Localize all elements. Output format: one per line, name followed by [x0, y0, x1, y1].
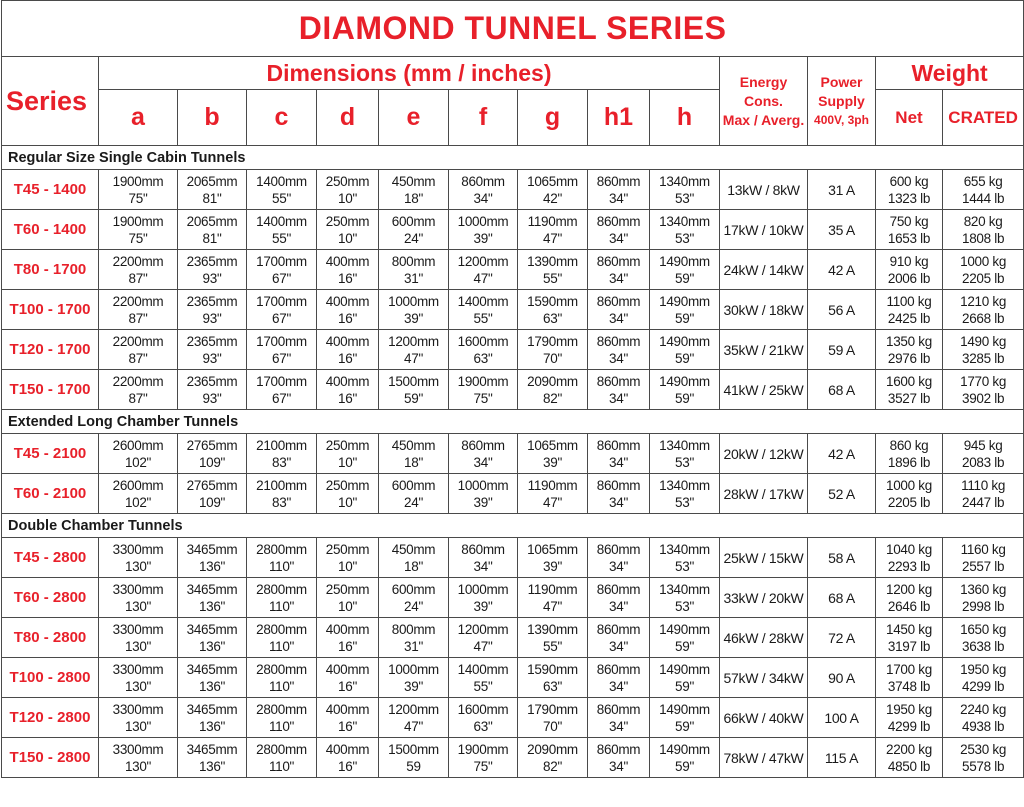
- dimension-cell-e: 1000mm 39": [379, 290, 449, 330]
- table-row: [2, 538, 1024, 578]
- dimension-cell-b: 2365mm 93": [178, 250, 247, 290]
- dimension-cell-e: 1200mm 47": [379, 330, 449, 370]
- dimension-cell-c: 2800mm 110": [247, 538, 317, 578]
- dimension-cell-e: 450mm 18": [379, 538, 449, 578]
- dimension-cell-g: 1790mm 70": [518, 698, 588, 738]
- dimension-cell-c: 2800mm 110": [247, 578, 317, 618]
- net-weight-cell: 1040 kg 2293 lb: [876, 538, 943, 578]
- table-row: [2, 170, 1024, 210]
- energy-cell: 17kW / 10kW: [720, 210, 808, 250]
- table-row: [2, 738, 1024, 778]
- energy-cell: 28kW / 17kW: [720, 474, 808, 514]
- dimension-cell-a: 3300mm 130": [99, 658, 178, 698]
- section-row: [2, 410, 1024, 434]
- dimension-cell-h: 1340mm 53": [650, 538, 720, 578]
- dimension-cell-f: 860mm 34": [449, 170, 518, 210]
- power-cell: 72 A: [808, 618, 876, 658]
- crated-weight-cell: 655 kg 1444 lb: [943, 170, 1024, 210]
- crated-header: CRATED: [943, 90, 1024, 146]
- dimension-cell-d: 250mm 10": [317, 434, 379, 474]
- net-weight-cell: 1600 kg 3527 lb: [876, 370, 943, 410]
- dimension-cell-f: 1000mm 39": [449, 474, 518, 514]
- dimension-cell-h: 1490mm 59": [650, 738, 720, 778]
- dimension-cell-a: 3300mm 130": [99, 618, 178, 658]
- dimension-cell-g: 1790mm 70": [518, 330, 588, 370]
- energy-cell: 78kW / 47kW: [720, 738, 808, 778]
- crated-weight-cell: 2530 kg 5578 lb: [943, 738, 1024, 778]
- dimension-cell-d: 250mm 10": [317, 578, 379, 618]
- power-cell: 52 A: [808, 474, 876, 514]
- dimension-cell-f: 1900mm 75": [449, 738, 518, 778]
- dimension-cell-h1: 860mm 34": [588, 250, 650, 290]
- model-cell: T120 - 2800: [2, 698, 99, 738]
- dimension-cell-h: 1490mm 59": [650, 330, 720, 370]
- table-row: [2, 210, 1024, 250]
- spec-table: [1, 0, 1024, 778]
- dimension-cell-f: 1200mm 47": [449, 618, 518, 658]
- dimension-cell-a: 2600mm 102": [99, 434, 178, 474]
- dimension-cell-f: 1000mm 39": [449, 210, 518, 250]
- dimension-cell-a: 2200mm 87": [99, 330, 178, 370]
- model-cell: T45 - 2800: [2, 538, 99, 578]
- net-weight-cell: 1000 kg 2205 lb: [876, 474, 943, 514]
- dimension-cell-h1: 860mm 34": [588, 330, 650, 370]
- crated-weight-cell: 1000 kg 2205 lb: [943, 250, 1024, 290]
- dimension-cell-h1: 860mm 34": [588, 210, 650, 250]
- dimension-cell-h: 1490mm 59": [650, 698, 720, 738]
- dimension-cell-a: 2600mm 102": [99, 474, 178, 514]
- energy-cell: 46kW / 28kW: [720, 618, 808, 658]
- dimension-cell-f: 1000mm 39": [449, 578, 518, 618]
- dimension-cell-a: 3300mm 130": [99, 738, 178, 778]
- section-label: Regular Size Single Cabin Tunnels: [2, 146, 1024, 170]
- dimension-cell-c: 1700mm 67": [247, 330, 317, 370]
- dimension-cell-a: 3300mm 130": [99, 538, 178, 578]
- model-cell: T45 - 2100: [2, 434, 99, 474]
- page-title: DIAMOND TUNNEL SERIES: [298, 10, 727, 46]
- dimension-cell-h: 1340mm 53": [650, 474, 720, 514]
- table-row: [2, 618, 1024, 658]
- model-cell: T150 - 2800: [2, 738, 99, 778]
- dimension-cell-g: 1590mm 63": [518, 658, 588, 698]
- dimension-cell-c: 2800mm 110": [247, 618, 317, 658]
- dimension-cell-b: 2065mm 81": [178, 170, 247, 210]
- dimension-cell-b: 2365mm 93": [178, 370, 247, 410]
- dimension-cell-c: 2800mm 110": [247, 738, 317, 778]
- dimension-cell-g: 1065mm 39": [518, 538, 588, 578]
- net-weight-cell: 1950 kg 4299 lb: [876, 698, 943, 738]
- table-body: [2, 146, 1024, 778]
- dimension-header-b: b: [178, 90, 247, 146]
- dimension-cell-b: 3465mm 136": [178, 618, 247, 658]
- model-cell: T60 - 2100: [2, 474, 99, 514]
- dimension-cell-h1: 860mm 34": [588, 290, 650, 330]
- table-row: [2, 330, 1024, 370]
- dimension-cell-b: 2365mm 93": [178, 330, 247, 370]
- net-weight-cell: 1450 kg 3197 lb: [876, 618, 943, 658]
- series-header: Series: [2, 57, 99, 146]
- dimension-cell-g: 2090mm 82": [518, 738, 588, 778]
- energy-cell: 33kW / 20kW: [720, 578, 808, 618]
- weight-header: Weight: [876, 57, 1024, 90]
- dimension-cell-c: 2100mm 83": [247, 434, 317, 474]
- dimension-cell-b: 2765mm 109": [178, 474, 247, 514]
- crated-weight-cell: 1950 kg 4299 lb: [943, 658, 1024, 698]
- dimension-cell-g: 1390mm 55": [518, 618, 588, 658]
- dimension-cell-f: 1400mm 55": [449, 658, 518, 698]
- dimension-cell-g: 1065mm 42": [518, 170, 588, 210]
- dimension-cell-d: 250mm 10": [317, 474, 379, 514]
- dimension-cell-d: 400mm 16": [317, 290, 379, 330]
- net-weight-cell: 1100 kg 2425 lb: [876, 290, 943, 330]
- dimension-cell-c: 1700mm 67": [247, 290, 317, 330]
- section-row: [2, 146, 1024, 170]
- dimension-cell-h: 1490mm 59": [650, 370, 720, 410]
- dimension-cell-b: 3465mm 136": [178, 578, 247, 618]
- dimension-cell-f: 1200mm 47": [449, 250, 518, 290]
- power-cell: 35 A: [808, 210, 876, 250]
- dimension-header-f: f: [449, 90, 518, 146]
- energy-cell: 30kW / 18kW: [720, 290, 808, 330]
- dimension-cell-d: 250mm 10": [317, 210, 379, 250]
- energy-cell: 35kW / 21kW: [720, 330, 808, 370]
- dimension-cell-h: 1490mm 59": [650, 658, 720, 698]
- dimension-cell-c: 2800mm 110": [247, 698, 317, 738]
- table-row: [2, 658, 1024, 698]
- dimension-cell-f: 860mm 34": [449, 538, 518, 578]
- dimensions-header: Dimensions (mm / inches): [99, 57, 720, 90]
- model-cell: T60 - 2800: [2, 578, 99, 618]
- dimension-cell-b: 2065mm 81": [178, 210, 247, 250]
- table-row: [2, 698, 1024, 738]
- table-row: [2, 290, 1024, 330]
- dimension-cell-h1: 860mm 34": [588, 618, 650, 658]
- dimension-cell-d: 400mm 16": [317, 738, 379, 778]
- dimension-cell-h: 1340mm 53": [650, 210, 720, 250]
- dimension-cell-b: 2365mm 93": [178, 290, 247, 330]
- dimension-cell-h1: 860mm 34": [588, 434, 650, 474]
- dimension-cell-h1: 860mm 34": [588, 538, 650, 578]
- model-cell: T45 - 1400: [2, 170, 99, 210]
- dimension-cell-c: 2800mm 110": [247, 658, 317, 698]
- model-cell: T100 - 1700: [2, 290, 99, 330]
- dimension-cell-c: 1400mm 55": [247, 170, 317, 210]
- power-cell: 68 A: [808, 578, 876, 618]
- model-cell: T60 - 1400: [2, 210, 99, 250]
- dimension-header-g: g: [518, 90, 588, 146]
- dimension-cell-a: 2200mm 87": [99, 370, 178, 410]
- dimension-cell-h1: 860mm 34": [588, 474, 650, 514]
- dimension-header-a: a: [99, 90, 178, 146]
- section-label: Double Chamber Tunnels: [2, 514, 1024, 538]
- dimension-cell-e: 600mm 24": [379, 474, 449, 514]
- crated-weight-cell: 1210 kg 2668 lb: [943, 290, 1024, 330]
- table-row: [2, 250, 1024, 290]
- dimension-cell-e: 600mm 24": [379, 210, 449, 250]
- table-row: [2, 578, 1024, 618]
- dimension-cell-d: 250mm 10": [317, 538, 379, 578]
- model-cell: T150 - 1700: [2, 370, 99, 410]
- dimension-cell-a: 2200mm 87": [99, 290, 178, 330]
- power-cell: 58 A: [808, 538, 876, 578]
- dimension-cell-f: 1600mm 63": [449, 698, 518, 738]
- crated-weight-cell: 945 kg 2083 lb: [943, 434, 1024, 474]
- dimension-cell-d: 400mm 16": [317, 618, 379, 658]
- dimension-cell-g: 1190mm 47": [518, 474, 588, 514]
- dimension-cell-e: 1000mm 39": [379, 658, 449, 698]
- energy-cell: 57kW / 34kW: [720, 658, 808, 698]
- dimension-cell-g: 1590mm 63": [518, 290, 588, 330]
- net-weight-cell: 1350 kg 2976 lb: [876, 330, 943, 370]
- table-row: [2, 370, 1024, 410]
- dimension-cell-a: 3300mm 130": [99, 578, 178, 618]
- model-cell: T80 - 1700: [2, 250, 99, 290]
- energy-cell: 25kW / 15kW: [720, 538, 808, 578]
- dimension-cell-g: 1390mm 55": [518, 250, 588, 290]
- dimension-cell-g: 1065mm 39": [518, 434, 588, 474]
- crated-weight-cell: 1490 kg 3285 lb: [943, 330, 1024, 370]
- dimension-cell-c: 1400mm 55": [247, 210, 317, 250]
- dimension-cell-e: 1500mm 59": [379, 370, 449, 410]
- power-header: Power Supply 400V, 3ph: [808, 57, 876, 146]
- dimension-cell-b: 3465mm 136": [178, 698, 247, 738]
- dimension-cell-e: 450mm 18": [379, 434, 449, 474]
- dimension-cell-c: 1700mm 67": [247, 370, 317, 410]
- dimension-cell-g: 1190mm 47": [518, 210, 588, 250]
- power-cell: 115 A: [808, 738, 876, 778]
- dimension-cell-f: 860mm 34": [449, 434, 518, 474]
- power-cell: 90 A: [808, 658, 876, 698]
- dimension-cell-d: 400mm 16": [317, 250, 379, 290]
- dimension-cell-d: 250mm 10": [317, 170, 379, 210]
- energy-cell: 20kW / 12kW: [720, 434, 808, 474]
- dimension-cell-g: 2090mm 82": [518, 370, 588, 410]
- dimension-cell-b: 3465mm 136": [178, 538, 247, 578]
- dimension-cell-h: 1490mm 59": [650, 290, 720, 330]
- dimension-cell-h: 1490mm 59": [650, 618, 720, 658]
- dimension-cell-f: 1600mm 63": [449, 330, 518, 370]
- net-weight-cell: 600 kg 1323 lb: [876, 170, 943, 210]
- dimension-header-e: e: [379, 90, 449, 146]
- dimension-cell-h1: 860mm 34": [588, 738, 650, 778]
- crated-weight-cell: 1360 kg 2998 lb: [943, 578, 1024, 618]
- crated-weight-cell: 820 kg 1808 lb: [943, 210, 1024, 250]
- dimension-cell-h1: 860mm 34": [588, 578, 650, 618]
- net-header: Net: [876, 90, 943, 146]
- model-cell: T120 - 1700: [2, 330, 99, 370]
- dimension-cell-b: 3465mm 136": [178, 738, 247, 778]
- dimension-header-d: d: [317, 90, 379, 146]
- dimension-cell-e: 600mm 24": [379, 578, 449, 618]
- net-weight-cell: 1700 kg 3748 lb: [876, 658, 943, 698]
- energy-header: Energy Cons. Max / Averg.: [720, 57, 808, 146]
- power-cell: 56 A: [808, 290, 876, 330]
- crated-weight-cell: 1650 kg 3638 lb: [943, 618, 1024, 658]
- dimension-cell-h: 1340mm 53": [650, 170, 720, 210]
- net-weight-cell: 2200 kg 4850 lb: [876, 738, 943, 778]
- dimension-cell-d: 400mm 16": [317, 698, 379, 738]
- dimension-header-c: c: [247, 90, 317, 146]
- dimension-cell-g: 1190mm 47": [518, 578, 588, 618]
- dimension-cell-f: 1400mm 55": [449, 290, 518, 330]
- net-weight-cell: 860 kg 1896 lb: [876, 434, 943, 474]
- dimension-cell-e: 1200mm 47": [379, 698, 449, 738]
- energy-cell: 66kW / 40kW: [720, 698, 808, 738]
- section-label: Extended Long Chamber Tunnels: [2, 410, 1024, 434]
- dimension-cell-a: 2200mm 87": [99, 250, 178, 290]
- dimension-cell-d: 400mm 16": [317, 658, 379, 698]
- dimension-cell-a: 1900mm 75": [99, 170, 178, 210]
- dimension-cell-c: 2100mm 83": [247, 474, 317, 514]
- dimension-cell-h: 1490mm 59": [650, 250, 720, 290]
- net-weight-cell: 910 kg 2006 lb: [876, 250, 943, 290]
- dimension-cell-h1: 860mm 34": [588, 698, 650, 738]
- crated-weight-cell: 1770 kg 3902 lb: [943, 370, 1024, 410]
- net-weight-cell: 1200 kg 2646 lb: [876, 578, 943, 618]
- section-row: [2, 514, 1024, 538]
- dimension-header-h1: h1: [588, 90, 650, 146]
- dimension-cell-e: 1500mm 59: [379, 738, 449, 778]
- power-cell: 31 A: [808, 170, 876, 210]
- title-cell: [2, 1, 1024, 57]
- power-cell: 68 A: [808, 370, 876, 410]
- dimension-cell-b: 2765mm 109": [178, 434, 247, 474]
- dimension-cell-b: 3465mm 136": [178, 658, 247, 698]
- energy-cell: 13kW / 8kW: [720, 170, 808, 210]
- dimension-cell-h1: 860mm 34": [588, 370, 650, 410]
- crated-weight-cell: 1110 kg 2447 lb: [943, 474, 1024, 514]
- dimension-cell-d: 400mm 16": [317, 330, 379, 370]
- dimension-cell-f: 1900mm 75": [449, 370, 518, 410]
- net-weight-cell: 750 kg 1653 lb: [876, 210, 943, 250]
- power-cell: 59 A: [808, 330, 876, 370]
- table-row: [2, 434, 1024, 474]
- dimension-cell-e: 450mm 18": [379, 170, 449, 210]
- model-cell: T80 - 2800: [2, 618, 99, 658]
- power-cell: 100 A: [808, 698, 876, 738]
- dimension-cell-h1: 860mm 34": [588, 170, 650, 210]
- dimension-cell-h: 1340mm 53": [650, 434, 720, 474]
- dimension-cell-h: 1340mm 53": [650, 578, 720, 618]
- crated-weight-cell: 2240 kg 4938 lb: [943, 698, 1024, 738]
- dimension-cell-e: 800mm 31": [379, 250, 449, 290]
- energy-cell: 41kW / 25kW: [720, 370, 808, 410]
- power-cell: 42 A: [808, 434, 876, 474]
- model-cell: T100 - 2800: [2, 658, 99, 698]
- energy-cell: 24kW / 14kW: [720, 250, 808, 290]
- dimension-cell-h1: 860mm 34": [588, 658, 650, 698]
- dimension-cell-d: 400mm 16": [317, 370, 379, 410]
- dimension-cell-a: 1900mm 75": [99, 210, 178, 250]
- dimension-cell-e: 800mm 31": [379, 618, 449, 658]
- table-row: [2, 474, 1024, 514]
- power-cell: 42 A: [808, 250, 876, 290]
- dimension-cell-a: 3300mm 130": [99, 698, 178, 738]
- crated-weight-cell: 1160 kg 2557 lb: [943, 538, 1024, 578]
- dimension-cell-c: 1700mm 67": [247, 250, 317, 290]
- dimension-header-h: h: [650, 90, 720, 146]
